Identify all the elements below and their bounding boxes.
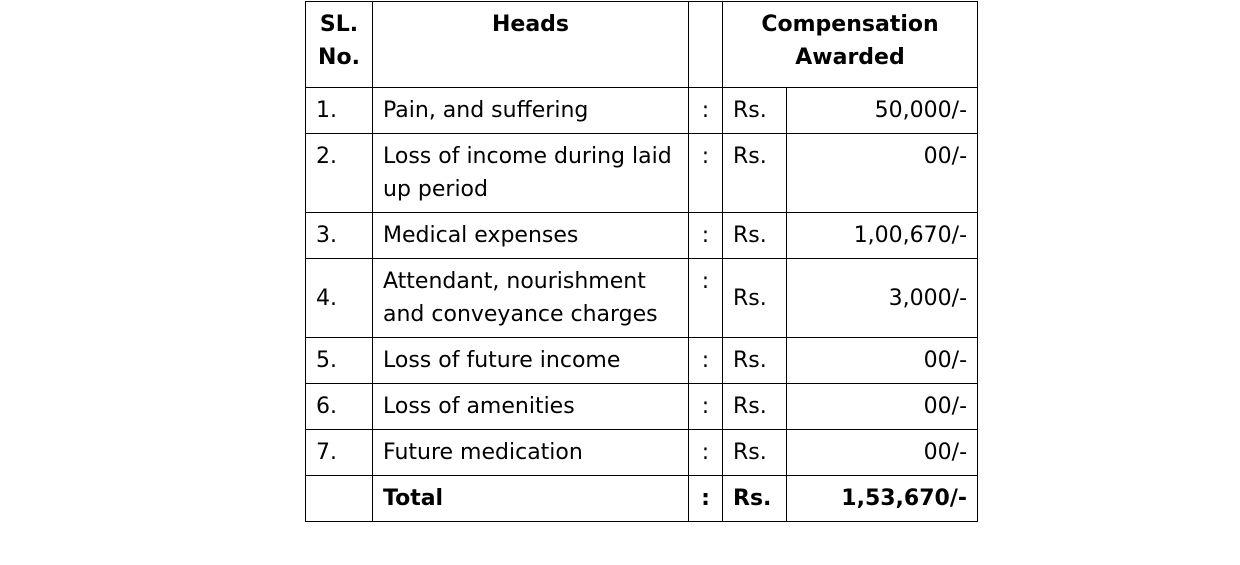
table-header-row: [306, 2, 978, 88]
row-amount: 00/-: [787, 384, 978, 430]
row-amount: 1,00,670/-: [787, 213, 978, 259]
row-currency: Rs.: [723, 134, 787, 213]
row-head: Loss of amenities: [373, 384, 689, 430]
table-row: [306, 88, 978, 134]
table-row: [306, 384, 978, 430]
total-row: [306, 476, 978, 522]
row-amount: 50,000/-: [787, 88, 978, 134]
row-head: Future medication: [373, 430, 689, 476]
row-colon: :: [689, 213, 723, 259]
row-currency: Rs.: [723, 213, 787, 259]
row-colon: :: [689, 430, 723, 476]
row-head: Loss of income during laid up period: [373, 134, 689, 213]
heads-header: Heads: [373, 2, 689, 88]
row-currency: Rs.: [723, 88, 787, 134]
row-number: 6.: [306, 384, 373, 430]
row-head: Pain, and suffering: [373, 88, 689, 134]
row-amount: 00/-: [787, 134, 978, 213]
row-colon: :: [689, 134, 723, 213]
total-amount: 1,53,670/-: [787, 476, 978, 522]
row-amount: 00/-: [787, 338, 978, 384]
row-currency: Rs.: [723, 430, 787, 476]
table-row: [306, 213, 978, 259]
row-colon: :: [689, 338, 723, 384]
row-currency: Rs.: [723, 384, 787, 430]
row-currency: Rs.: [723, 338, 787, 384]
sl-no-header-line1: SL.: [319, 12, 359, 37]
table-row: [306, 430, 978, 476]
row-head: Medical expenses: [373, 213, 689, 259]
total-number-cell: [306, 476, 373, 522]
table-row: [306, 134, 978, 213]
compensation-header: [723, 2, 978, 88]
compensation-header-line2: Awarded: [795, 45, 905, 70]
row-head: Attendant, nourishment and conveyance charges: [373, 259, 689, 338]
row-number: 1.: [306, 88, 373, 134]
table-row: [306, 338, 978, 384]
row-number: 3.: [306, 213, 373, 259]
colon-header: [689, 2, 723, 88]
total-label: Total: [373, 476, 689, 522]
row-colon: :: [689, 384, 723, 430]
row-currency: Rs.: [723, 259, 787, 338]
total-colon: :: [689, 476, 723, 522]
row-number: 7.: [306, 430, 373, 476]
row-number: 5.: [306, 338, 373, 384]
row-number: 4.: [306, 259, 373, 338]
sl-no-header: [306, 2, 373, 88]
row-number: 2.: [306, 134, 373, 213]
row-colon: :: [689, 88, 723, 134]
row-head: Loss of future income: [373, 338, 689, 384]
sl-no-header-line2: No.: [318, 45, 360, 70]
total-currency: Rs.: [723, 476, 787, 522]
row-amount: 3,000/-: [787, 259, 978, 338]
table-row: [306, 259, 978, 338]
row-amount: 00/-: [787, 430, 978, 476]
compensation-header-line1: Compensation: [761, 12, 939, 37]
compensation-table: [305, 1, 978, 522]
row-colon: :: [689, 259, 723, 338]
